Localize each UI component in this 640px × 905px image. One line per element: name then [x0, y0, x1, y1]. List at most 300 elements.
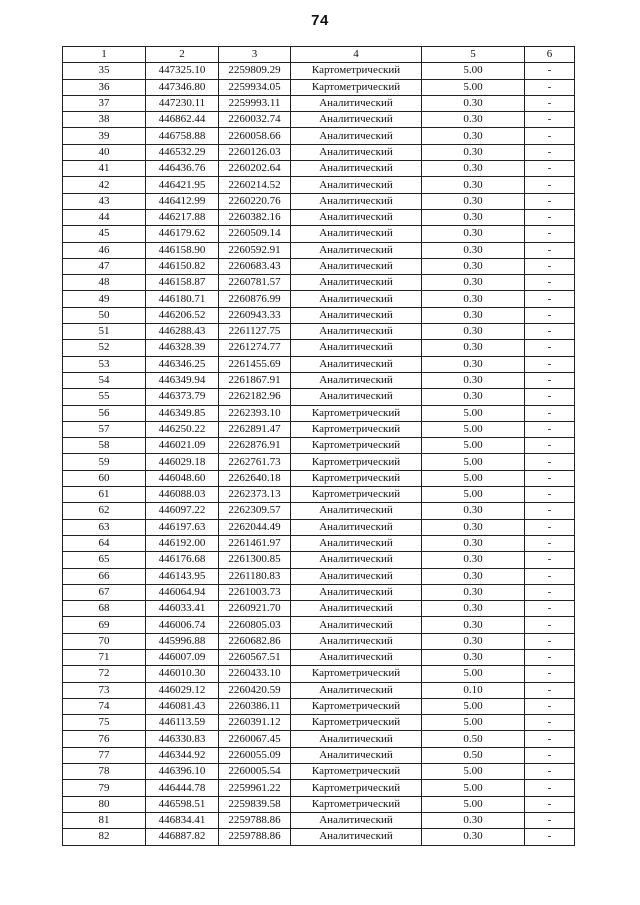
- table-cell: -: [525, 568, 575, 584]
- table-cell: 2262876.91: [219, 438, 291, 454]
- table-cell: Аналитический: [291, 568, 422, 584]
- table-cell: 2260382.16: [219, 209, 291, 225]
- table-cell: 40: [63, 144, 146, 160]
- table-cell: 2259993.11: [219, 95, 291, 111]
- table-row: [63, 796, 575, 812]
- table-cell: -: [525, 503, 575, 519]
- table-cell: 43: [63, 193, 146, 209]
- table-cell: 2260067.45: [219, 731, 291, 747]
- table-cell: -: [525, 226, 575, 242]
- table-cell: Аналитический: [291, 552, 422, 568]
- table-cell: -: [525, 666, 575, 682]
- table-cell: 2260202.64: [219, 161, 291, 177]
- table-cell: 2260509.14: [219, 226, 291, 242]
- table-cell: Аналитический: [291, 193, 422, 209]
- table-cell: 447346.80: [146, 79, 219, 95]
- column-header: 4: [291, 47, 422, 63]
- table-cell: Аналитический: [291, 340, 422, 356]
- column-header: 2: [146, 47, 219, 63]
- table-cell: 5.00: [422, 715, 525, 731]
- column-header: 3: [219, 47, 291, 63]
- table-cell: -: [525, 258, 575, 274]
- table-cell: Картометрический: [291, 438, 422, 454]
- table-row: [63, 275, 575, 291]
- table-cell: Картометрический: [291, 63, 422, 79]
- table-row: [63, 812, 575, 828]
- table-cell: -: [525, 829, 575, 845]
- table-cell: Аналитический: [291, 226, 422, 242]
- table-row: [63, 340, 575, 356]
- table-cell: 446436.76: [146, 161, 219, 177]
- table-cell: 0.30: [422, 209, 525, 225]
- table-cell: -: [525, 715, 575, 731]
- table-row: [63, 389, 575, 405]
- table-cell: -: [525, 584, 575, 600]
- table-cell: 446180.71: [146, 291, 219, 307]
- table-cell: 5.00: [422, 454, 525, 470]
- table-cell: -: [525, 405, 575, 421]
- table-row: [63, 226, 575, 242]
- table-cell: Картометрический: [291, 796, 422, 812]
- table-cell: 35: [63, 63, 146, 79]
- table-cell: 446029.12: [146, 682, 219, 698]
- table-cell: -: [525, 780, 575, 796]
- table-cell: 58: [63, 438, 146, 454]
- table-cell: Аналитический: [291, 519, 422, 535]
- table-row: [63, 601, 575, 617]
- table-cell: 446887.82: [146, 829, 219, 845]
- table-cell: Аналитический: [291, 829, 422, 845]
- table-cell: 0.30: [422, 568, 525, 584]
- table-cell: 60: [63, 470, 146, 486]
- table-cell: Аналитический: [291, 177, 422, 193]
- table-cell: 446010.30: [146, 666, 219, 682]
- table-cell: 0.30: [422, 617, 525, 633]
- table-cell: -: [525, 764, 575, 780]
- table-row: [63, 307, 575, 323]
- table-cell: 446421.95: [146, 177, 219, 193]
- table-row: [63, 112, 575, 128]
- table-row: [63, 209, 575, 225]
- table-cell: Картометрический: [291, 666, 422, 682]
- table-cell: 446113.59: [146, 715, 219, 731]
- table-cell: 2260805.03: [219, 617, 291, 633]
- table-row: [63, 584, 575, 600]
- table-cell: 446758.88: [146, 128, 219, 144]
- table-cell: -: [525, 193, 575, 209]
- table-cell: 0.30: [422, 307, 525, 323]
- table-cell: 447230.11: [146, 95, 219, 111]
- table-cell: -: [525, 63, 575, 79]
- table-cell: 2259961.22: [219, 780, 291, 796]
- table-row: [63, 682, 575, 698]
- table-cell: Аналитический: [291, 617, 422, 633]
- table-cell: 446048.60: [146, 470, 219, 486]
- table-cell: 2261455.69: [219, 356, 291, 372]
- table-row: [63, 519, 575, 535]
- table-cell: -: [525, 275, 575, 291]
- table-cell: 0.30: [422, 242, 525, 258]
- table-cell: 2262891.47: [219, 421, 291, 437]
- table-cell: 0.50: [422, 747, 525, 763]
- page-number: 74: [311, 12, 329, 29]
- table-cell: 0.30: [422, 552, 525, 568]
- table-cell: 2260005.54: [219, 764, 291, 780]
- table-cell: 75: [63, 715, 146, 731]
- table-cell: 0.30: [422, 226, 525, 242]
- table-cell: 446217.88: [146, 209, 219, 225]
- table-cell: -: [525, 307, 575, 323]
- table-cell: 446206.52: [146, 307, 219, 323]
- table-cell: 446158.87: [146, 275, 219, 291]
- table-row: [63, 552, 575, 568]
- table-cell: 67: [63, 584, 146, 600]
- table-row: [63, 63, 575, 79]
- table-cell: -: [525, 128, 575, 144]
- table-cell: Аналитический: [291, 95, 422, 111]
- table-cell: 0.30: [422, 519, 525, 535]
- table-cell: 2259788.86: [219, 829, 291, 845]
- table-cell: Картометрический: [291, 470, 422, 486]
- table-row: [63, 128, 575, 144]
- table-cell: -: [525, 177, 575, 193]
- table-cell: Аналитический: [291, 258, 422, 274]
- table-cell: 78: [63, 764, 146, 780]
- table-cell: Аналитический: [291, 307, 422, 323]
- table-cell: 446373.79: [146, 389, 219, 405]
- table-cell: 5.00: [422, 63, 525, 79]
- table-cell: 446532.29: [146, 144, 219, 160]
- table-cell: 446007.09: [146, 649, 219, 665]
- table-cell: 446412.99: [146, 193, 219, 209]
- table-cell: 2262182.96: [219, 389, 291, 405]
- table-cell: -: [525, 324, 575, 340]
- table-cell: 2260420.59: [219, 682, 291, 698]
- table-cell: -: [525, 389, 575, 405]
- table-cell: 5.00: [422, 470, 525, 486]
- table-cell: -: [525, 535, 575, 551]
- table-cell: 0.30: [422, 112, 525, 128]
- table-cell: 446064.94: [146, 584, 219, 600]
- table-cell: 446081.43: [146, 698, 219, 714]
- table-cell: 446021.09: [146, 438, 219, 454]
- table-cell: 42: [63, 177, 146, 193]
- table-cell: Аналитический: [291, 209, 422, 225]
- table-cell: -: [525, 731, 575, 747]
- table-row: [63, 633, 575, 649]
- table-cell: -: [525, 209, 575, 225]
- table-cell: 446349.94: [146, 372, 219, 388]
- table-cell: 46: [63, 242, 146, 258]
- table-cell: 2262393.10: [219, 405, 291, 421]
- table-cell: 0.30: [422, 95, 525, 111]
- table-cell: Аналитический: [291, 682, 422, 698]
- table-cell: -: [525, 519, 575, 535]
- table-cell: 446029.18: [146, 454, 219, 470]
- table-cell: 74: [63, 698, 146, 714]
- table-cell: 5.00: [422, 405, 525, 421]
- table-cell: -: [525, 633, 575, 649]
- table-cell: Аналитический: [291, 356, 422, 372]
- table-cell: 64: [63, 535, 146, 551]
- table-cell: Аналитический: [291, 535, 422, 551]
- table-cell: -: [525, 601, 575, 617]
- table-cell: 2261003.73: [219, 584, 291, 600]
- table-cell: -: [525, 242, 575, 258]
- table-cell: 5.00: [422, 438, 525, 454]
- table-cell: 5.00: [422, 780, 525, 796]
- column-header: 6: [525, 47, 575, 63]
- table-row: [63, 372, 575, 388]
- table-cell: 5.00: [422, 421, 525, 437]
- table-row: [63, 161, 575, 177]
- table-cell: 56: [63, 405, 146, 421]
- table-cell: 79: [63, 780, 146, 796]
- table-cell: 2260214.52: [219, 177, 291, 193]
- table-cell: 2260683.43: [219, 258, 291, 274]
- table-cell: 0.50: [422, 731, 525, 747]
- table-row: [63, 454, 575, 470]
- table-cell: 446834.41: [146, 812, 219, 828]
- table-cell: 2260386.11: [219, 698, 291, 714]
- table-cell: 38: [63, 112, 146, 128]
- table-cell: 2260032.74: [219, 112, 291, 128]
- table-row: [63, 829, 575, 845]
- table-cell: 446192.00: [146, 535, 219, 551]
- table-cell: -: [525, 161, 575, 177]
- table-cell: 5.00: [422, 796, 525, 812]
- table-cell: 5.00: [422, 698, 525, 714]
- table-cell: 446033.41: [146, 601, 219, 617]
- table-cell: -: [525, 372, 575, 388]
- table-cell: Аналитический: [291, 633, 422, 649]
- table-cell: Аналитический: [291, 324, 422, 340]
- table-cell: 70: [63, 633, 146, 649]
- table-cell: Картометрический: [291, 79, 422, 95]
- table-cell: 2259788.86: [219, 812, 291, 828]
- table-cell: Аналитический: [291, 372, 422, 388]
- table-cell: 5.00: [422, 487, 525, 503]
- table-cell: 446179.62: [146, 226, 219, 242]
- table-cell: 0.10: [422, 682, 525, 698]
- table-cell: 82: [63, 829, 146, 845]
- table-cell: 2259809.29: [219, 63, 291, 79]
- table-cell: Аналитический: [291, 128, 422, 144]
- table-cell: 2260943.33: [219, 307, 291, 323]
- table-cell: Аналитический: [291, 291, 422, 307]
- table-cell: 39: [63, 128, 146, 144]
- table-cell: 445996.88: [146, 633, 219, 649]
- table-cell: 80: [63, 796, 146, 812]
- table-cell: 2260058.66: [219, 128, 291, 144]
- table-cell: 446444.78: [146, 780, 219, 796]
- table-row: [63, 617, 575, 633]
- table-cell: Аналитический: [291, 144, 422, 160]
- table-cell: -: [525, 95, 575, 111]
- table-cell: 2262044.49: [219, 519, 291, 535]
- table-cell: 0.30: [422, 144, 525, 160]
- table-cell: 446288.43: [146, 324, 219, 340]
- table-cell: 2260055.09: [219, 747, 291, 763]
- table-cell: 2262640.18: [219, 470, 291, 486]
- table-row: [63, 79, 575, 95]
- table-cell: 2262373.13: [219, 487, 291, 503]
- table-cell: 446006.74: [146, 617, 219, 633]
- table-cell: -: [525, 698, 575, 714]
- table-cell: 447325.10: [146, 63, 219, 79]
- table-cell: 0.30: [422, 372, 525, 388]
- table-cell: 65: [63, 552, 146, 568]
- table-cell: -: [525, 649, 575, 665]
- table-cell: 446143.95: [146, 568, 219, 584]
- table-cell: 446862.44: [146, 112, 219, 128]
- table-row: [63, 421, 575, 437]
- table-cell: 59: [63, 454, 146, 470]
- table-cell: 2260781.57: [219, 275, 291, 291]
- table-cell: 69: [63, 617, 146, 633]
- table-cell: -: [525, 144, 575, 160]
- table-cell: 2262309.57: [219, 503, 291, 519]
- table-cell: 2260682.86: [219, 633, 291, 649]
- table-cell: -: [525, 112, 575, 128]
- table-cell: 446328.39: [146, 340, 219, 356]
- table-cell: 5.00: [422, 79, 525, 95]
- table-cell: 2261180.83: [219, 568, 291, 584]
- table-cell: 446176.68: [146, 552, 219, 568]
- table-cell: 2260567.51: [219, 649, 291, 665]
- table-cell: 446346.25: [146, 356, 219, 372]
- table-cell: Картометрический: [291, 454, 422, 470]
- table-cell: 55: [63, 389, 146, 405]
- table-cell: Аналитический: [291, 503, 422, 519]
- table-cell: 48: [63, 275, 146, 291]
- table-cell: -: [525, 454, 575, 470]
- table-cell: 66: [63, 568, 146, 584]
- table-cell: 41: [63, 161, 146, 177]
- table-cell: 76: [63, 731, 146, 747]
- table-cell: 0.30: [422, 389, 525, 405]
- table-cell: 2260433.10: [219, 666, 291, 682]
- table-cell: 0.30: [422, 356, 525, 372]
- table-row: [63, 764, 575, 780]
- table-row: [63, 470, 575, 486]
- table-header: [63, 47, 575, 63]
- table-cell: Аналитический: [291, 812, 422, 828]
- table-cell: 63: [63, 519, 146, 535]
- table-row: [63, 258, 575, 274]
- table-cell: 446250.22: [146, 421, 219, 437]
- table-cell: 0.30: [422, 649, 525, 665]
- table-row: [63, 535, 575, 551]
- table-cell: 71: [63, 649, 146, 665]
- table-cell: -: [525, 356, 575, 372]
- table-cell: -: [525, 340, 575, 356]
- table-cell: Картометрический: [291, 487, 422, 503]
- table-cell: 2262761.73: [219, 454, 291, 470]
- table-cell: -: [525, 421, 575, 437]
- table-cell: 2261127.75: [219, 324, 291, 340]
- table-cell: Аналитический: [291, 389, 422, 405]
- table-row: [63, 95, 575, 111]
- table-cell: 446197.63: [146, 519, 219, 535]
- table-cell: 62: [63, 503, 146, 519]
- table-cell: 446088.03: [146, 487, 219, 503]
- table-cell: 5.00: [422, 666, 525, 682]
- table-cell: 0.30: [422, 324, 525, 340]
- table-cell: 0.30: [422, 177, 525, 193]
- header-row: [63, 47, 575, 63]
- table-cell: 446396.10: [146, 764, 219, 780]
- table-row: [63, 242, 575, 258]
- table-cell: 0.30: [422, 258, 525, 274]
- table-cell: 57: [63, 421, 146, 437]
- table-cell: 81: [63, 812, 146, 828]
- table-cell: 0.30: [422, 291, 525, 307]
- table-row: [63, 731, 575, 747]
- table-cell: 0.30: [422, 584, 525, 600]
- table-cell: Картометрический: [291, 698, 422, 714]
- table-cell: 0.30: [422, 812, 525, 828]
- table-row: [63, 715, 575, 731]
- table-cell: 72: [63, 666, 146, 682]
- table-cell: 0.30: [422, 128, 525, 144]
- table-row: [63, 487, 575, 503]
- table-cell: 2261300.85: [219, 552, 291, 568]
- table-row: [63, 698, 575, 714]
- table-cell: Картометрический: [291, 764, 422, 780]
- table-body: [63, 63, 575, 845]
- table-cell: Аналитический: [291, 601, 422, 617]
- table-row: [63, 193, 575, 209]
- table-cell: 446158.90: [146, 242, 219, 258]
- table-cell: 54: [63, 372, 146, 388]
- table-cell: 5.00: [422, 764, 525, 780]
- table-cell: 446097.22: [146, 503, 219, 519]
- table-cell: 61: [63, 487, 146, 503]
- table-cell: 44: [63, 209, 146, 225]
- table-cell: Аналитический: [291, 112, 422, 128]
- table-cell: 2260391.12: [219, 715, 291, 731]
- table-cell: 446598.51: [146, 796, 219, 812]
- table-cell: Картометрический: [291, 780, 422, 796]
- table-cell: -: [525, 747, 575, 763]
- table-cell: Картометрический: [291, 405, 422, 421]
- table-cell: Аналитический: [291, 275, 422, 291]
- table-cell: 2261461.97: [219, 535, 291, 551]
- table-cell: Картометрический: [291, 421, 422, 437]
- table-cell: 0.30: [422, 601, 525, 617]
- table-cell: -: [525, 470, 575, 486]
- table-cell: -: [525, 617, 575, 633]
- table-cell: -: [525, 682, 575, 698]
- table-cell: 73: [63, 682, 146, 698]
- table-cell: 2260592.91: [219, 242, 291, 258]
- table-cell: -: [525, 812, 575, 828]
- table-cell: Аналитический: [291, 242, 422, 258]
- table-cell: Аналитический: [291, 747, 422, 763]
- column-header: 1: [63, 47, 146, 63]
- table-cell: 446349.85: [146, 405, 219, 421]
- table-cell: 37: [63, 95, 146, 111]
- table-cell: 0.30: [422, 535, 525, 551]
- table-cell: Аналитический: [291, 731, 422, 747]
- table-cell: 0.30: [422, 503, 525, 519]
- table-row: [63, 503, 575, 519]
- table-cell: -: [525, 552, 575, 568]
- table-cell: 53: [63, 356, 146, 372]
- table-cell: Аналитический: [291, 649, 422, 665]
- table-cell: -: [525, 291, 575, 307]
